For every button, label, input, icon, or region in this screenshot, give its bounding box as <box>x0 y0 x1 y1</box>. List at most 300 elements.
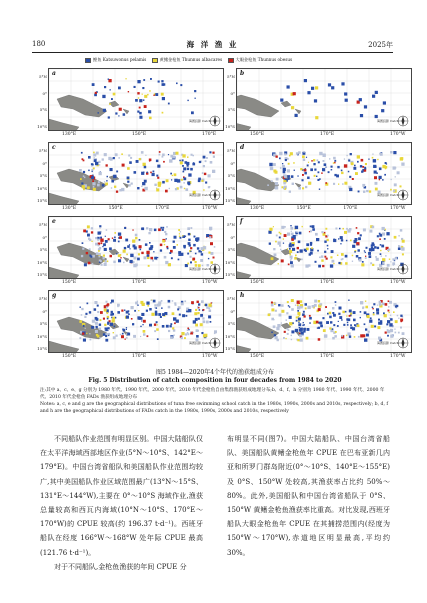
y-tick-label: 10°S <box>225 124 235 129</box>
catch-cell <box>389 301 392 304</box>
body-column-left <box>40 432 203 574</box>
catch-cell <box>314 304 317 307</box>
catch-cell <box>138 310 139 311</box>
catch-cell <box>341 253 344 256</box>
panel-letter: f <box>240 218 243 225</box>
panel-letter: e <box>52 218 56 225</box>
catch-cell <box>92 182 95 185</box>
compass-label: 海图投影 Catch <box>377 193 399 197</box>
catch-cell <box>175 188 177 190</box>
catch-cell <box>339 307 342 310</box>
catch-cell <box>333 183 335 185</box>
x-tick-label: 170°E <box>320 280 335 285</box>
catch-cell <box>173 241 175 243</box>
catch-cell <box>325 306 327 308</box>
legend-swatch-yellowfin <box>152 58 158 63</box>
catch-cell <box>400 157 403 160</box>
catch-cell <box>110 255 113 257</box>
catch-cell <box>348 332 351 335</box>
catch-cell <box>382 303 385 306</box>
compass-rose-icon <box>189 188 221 202</box>
catch-cell <box>203 165 205 167</box>
catch-cell <box>151 313 154 316</box>
catch-cell <box>137 316 140 319</box>
catch-cell <box>388 300 390 302</box>
catch-cell <box>179 233 180 234</box>
catch-cell <box>103 243 106 246</box>
catch-cell <box>385 332 387 334</box>
catch-cell <box>292 248 295 251</box>
catch-cell <box>127 167 130 170</box>
catch-cell <box>385 162 387 164</box>
catch-cell <box>387 249 389 251</box>
x-tick-label: 130°E <box>62 206 77 211</box>
catch-cell <box>354 165 356 167</box>
catch-cell <box>276 327 279 330</box>
catch-cell <box>375 256 377 258</box>
catch-cell <box>214 330 217 333</box>
catch-cell <box>314 169 316 171</box>
catch-cell <box>93 188 96 191</box>
catch-cell <box>89 333 90 334</box>
catch-cell <box>364 311 367 314</box>
catch-cell <box>198 180 201 183</box>
catch-cell <box>276 178 279 181</box>
catch-cell <box>308 162 309 163</box>
catch-cell <box>301 331 304 334</box>
catch-cell <box>135 99 138 102</box>
compass-rose-icon <box>189 336 221 350</box>
figure-note-en: Notes: a, c, e and g are the geographical distributions of tuna free swimming school catch in the 1980s, 1990s, 2000s and 2010s, respectively; b, d, f and h are the geographical distributions of FADs catch in the 1980s, 1990s, 2000s and 2010s, respectively <box>40 402 389 414</box>
y-tick-label: 10°S <box>225 185 235 191</box>
catch-cell <box>323 154 326 157</box>
catch-cell <box>150 259 151 260</box>
catch-cell <box>79 169 82 172</box>
catch-cell <box>357 244 358 245</box>
catch-cell <box>87 225 90 228</box>
catch-cell <box>355 172 358 175</box>
catch-cell <box>193 332 194 333</box>
catch-cell <box>315 86 318 89</box>
catch-cell <box>154 304 156 306</box>
catch-cell <box>190 168 193 171</box>
y-tick-label: 5°N <box>226 148 235 153</box>
catch-cell <box>371 247 374 250</box>
catch-cell <box>153 251 154 252</box>
catch-cell <box>162 154 165 157</box>
catch-cell <box>144 95 147 98</box>
catch-cell <box>389 323 392 326</box>
catch-cell <box>126 254 128 256</box>
compass-rose-icon <box>377 336 409 350</box>
catch-cell <box>321 255 323 257</box>
catch-cell <box>205 160 207 162</box>
catch-cell <box>400 229 403 232</box>
catch-cell <box>306 248 309 251</box>
catch-cell <box>183 167 186 170</box>
catch-cell <box>275 187 278 190</box>
catch-cell <box>332 312 334 314</box>
catch-cell <box>168 330 170 332</box>
catch-cell <box>323 329 326 332</box>
catch-cell <box>306 337 309 340</box>
catch-cell <box>338 184 339 185</box>
catch-cell <box>322 265 324 267</box>
catch-cell <box>188 173 191 176</box>
catch-cell <box>382 165 385 168</box>
catch-cell <box>358 336 360 338</box>
catch-cell <box>152 173 155 176</box>
catch-cell <box>357 155 360 158</box>
catch-cell <box>338 262 340 264</box>
year-label: 2025年 <box>368 41 393 49</box>
catch-cell <box>114 186 116 188</box>
catch-cell <box>114 232 116 234</box>
catch-cell <box>362 166 364 168</box>
catch-cell <box>281 250 282 251</box>
catch-cell <box>202 317 204 319</box>
catch-cell <box>147 305 149 307</box>
catch-cell <box>282 165 285 168</box>
catch-cell <box>360 301 363 304</box>
y-tick-label: 5°N <box>226 296 235 301</box>
catch-cell <box>94 308 97 311</box>
catch-cell <box>155 311 158 314</box>
catch-cell <box>195 319 197 321</box>
catch-cell <box>320 325 323 328</box>
catch-cell <box>143 163 146 166</box>
catch-cell <box>180 161 183 164</box>
catch-cell <box>302 174 304 176</box>
catch-cell <box>190 227 192 229</box>
catch-cell <box>380 320 382 322</box>
catch-cell <box>329 158 330 159</box>
catch-cell <box>364 167 366 169</box>
catch-cell <box>310 226 312 228</box>
catch-cell <box>182 165 184 167</box>
catch-cell <box>374 246 376 248</box>
catch-cell <box>391 179 392 180</box>
catch-cell <box>288 329 290 331</box>
catch-cell <box>305 186 307 188</box>
catch-cell <box>277 324 280 327</box>
catch-cell <box>356 255 359 258</box>
catch-cell <box>154 330 156 332</box>
panel-letter: d <box>240 144 245 151</box>
catch-cell <box>311 247 313 249</box>
catch-cell <box>159 154 161 156</box>
catch-cell <box>316 238 319 241</box>
catch-cell <box>149 324 152 327</box>
catch-cell <box>117 311 120 314</box>
catch-cell <box>281 310 284 313</box>
catch-cell <box>325 182 327 184</box>
catch-cell <box>331 250 334 253</box>
catch-cell <box>303 159 306 162</box>
catch-cell <box>81 152 83 154</box>
catch-cell <box>341 335 343 337</box>
catch-cell <box>323 160 325 162</box>
y-tick-label: 0° <box>42 160 47 166</box>
catch-cell <box>146 251 149 254</box>
catch-cell <box>283 337 285 339</box>
catch-cell <box>162 83 165 86</box>
catch-cell <box>350 153 352 155</box>
catch-cell <box>130 254 133 257</box>
catch-cell <box>113 336 116 339</box>
catch-cell <box>157 177 159 179</box>
x-tick-label: 170°W <box>390 206 406 211</box>
catch-cell <box>154 229 157 232</box>
catch-cell <box>295 255 297 257</box>
catch-cell <box>332 328 334 330</box>
catch-cell <box>131 183 133 185</box>
y-tick-label: 5°S <box>39 107 47 113</box>
catch-cell <box>342 183 344 185</box>
catch-cell <box>153 300 156 303</box>
catch-cell <box>285 159 287 161</box>
catch-cell <box>268 314 271 317</box>
catch-cell <box>172 312 175 315</box>
catch-cell <box>93 152 95 154</box>
catch-cell <box>139 116 142 119</box>
x-axis-labels <box>48 354 224 362</box>
y-tick-label: 15°S <box>37 198 47 203</box>
catch-cell <box>154 184 156 186</box>
catch-cell <box>141 186 142 187</box>
catch-cell <box>379 168 382 171</box>
catch-cell <box>395 305 397 307</box>
catch-cell <box>328 171 330 173</box>
catch-cell <box>305 303 308 306</box>
catch-cell <box>143 330 146 333</box>
catch-cell <box>143 79 145 81</box>
catch-cell <box>303 322 304 323</box>
catch-cell <box>281 259 284 262</box>
catch-cell <box>271 257 274 260</box>
catch-cell <box>95 322 98 325</box>
catch-cell <box>162 156 164 158</box>
catch-cell <box>341 172 343 174</box>
catch-cell <box>383 101 386 104</box>
catch-cell <box>382 258 385 261</box>
catch-cell <box>377 247 379 249</box>
map-panel-g <box>48 290 224 353</box>
catch-cell <box>337 325 339 327</box>
catch-cell <box>397 171 400 174</box>
catch-cell <box>95 243 98 246</box>
x-tick-label: 150°E <box>250 132 265 137</box>
catch-cell <box>138 97 139 98</box>
land-mass <box>237 95 279 117</box>
compass-label: 海图投影 Catch <box>189 193 211 197</box>
catch-cell <box>91 176 94 179</box>
catch-cell <box>124 247 126 249</box>
catch-cell <box>184 337 186 339</box>
catch-cell <box>94 157 96 159</box>
catch-cell <box>104 153 107 156</box>
catch-cell <box>279 314 282 317</box>
catch-cell <box>324 334 327 337</box>
catch-cell <box>213 257 215 259</box>
catch-cell <box>83 160 85 162</box>
catch-cell <box>100 319 102 321</box>
catch-cell <box>302 325 303 326</box>
catch-cell <box>92 171 93 172</box>
catch-cell <box>364 105 367 108</box>
catch-cell <box>209 151 211 153</box>
catch-cell <box>331 86 334 89</box>
catch-cell <box>177 308 179 310</box>
catch-cell <box>310 168 313 171</box>
catch-cell <box>305 168 306 169</box>
catch-cell <box>289 248 291 250</box>
catch-cell <box>296 320 298 322</box>
catch-cell <box>100 239 103 242</box>
catch-cell <box>174 322 176 324</box>
catch-cell <box>317 159 319 161</box>
catch-cell <box>163 161 165 163</box>
catch-cell <box>286 319 288 321</box>
catch-cell <box>296 152 298 154</box>
catch-cell <box>91 241 92 242</box>
catch-cell <box>96 252 99 255</box>
catch-cell <box>88 156 91 159</box>
catch-cell <box>319 178 321 180</box>
catch-cell <box>290 256 293 259</box>
catch-cell <box>372 307 374 309</box>
catch-cell <box>289 306 290 307</box>
catch-cell <box>143 333 146 336</box>
catch-cell <box>278 304 280 306</box>
catch-cell <box>291 335 292 336</box>
compass-rose-icon <box>189 114 221 128</box>
catch-cell <box>333 324 335 326</box>
catch-cell <box>344 182 347 185</box>
catch-cell <box>168 103 170 105</box>
catch-cell <box>203 309 205 311</box>
catch-cell <box>290 261 293 264</box>
catch-cell <box>373 303 375 305</box>
catch-cell <box>152 260 154 262</box>
catch-cell <box>82 333 84 335</box>
catch-cell <box>372 157 374 159</box>
catch-cell <box>139 99 142 102</box>
catch-cell <box>291 299 294 302</box>
catch-cell <box>310 230 312 232</box>
catch-cell <box>289 322 292 325</box>
catch-cell <box>162 97 165 100</box>
catch-cell <box>297 175 298 176</box>
catch-cell <box>301 259 303 261</box>
catch-cell <box>185 236 186 237</box>
catch-cell <box>85 328 86 329</box>
catch-cell <box>329 316 332 319</box>
compass-label: 海图投影 Catch <box>189 341 211 345</box>
catch-cell <box>312 228 315 231</box>
catch-cell <box>346 315 347 316</box>
catch-cell <box>89 248 91 250</box>
catch-cell <box>341 82 344 85</box>
catch-cell <box>199 309 201 311</box>
catch-cell <box>394 329 395 330</box>
catch-cell <box>376 308 379 311</box>
catch-cell <box>381 256 382 257</box>
catch-cell <box>162 240 165 243</box>
catch-cell <box>113 261 116 264</box>
catch-cell <box>285 338 286 339</box>
catch-cell <box>105 240 108 243</box>
map-panel-h <box>236 290 412 353</box>
catch-cell <box>131 318 133 320</box>
catch-cell <box>279 158 281 160</box>
catch-cell <box>158 313 161 316</box>
catch-cell <box>201 300 204 303</box>
catch-cell <box>359 98 362 101</box>
catch-cell <box>389 259 390 260</box>
catch-cell <box>110 89 111 90</box>
catch-cell <box>195 324 198 327</box>
catch-cell <box>362 307 364 309</box>
catch-cell <box>153 171 155 173</box>
catch-cell <box>87 234 90 237</box>
catch-cell <box>293 162 295 164</box>
catch-cell <box>297 247 299 249</box>
catch-cell <box>366 247 368 249</box>
catch-cell <box>119 236 122 239</box>
body-paragraph: 布明显不同(图7)。中国大陆船队、中国台湾省船队、美国船队黄鳍金枪鱼年 CPUE 在巴布亚新几内亚和所罗门群岛附近(0°～10°S、140°E～155°E)及 0°S、150°W 处较高,其渔获率占比约 50%～80%。此外,美国船队和中国台湾省船队于 0°S、150°W 黄鳍金枪鱼渔获率比重高。对比发现,西班牙船队大眼金枪鱼年 CPUE 在其捕捞范围内(经度为 150°W～170°W),赤道地区明显最高,平均约 30%。 <box>227 435 390 557</box>
catch-cell <box>140 336 141 337</box>
land-mass <box>237 341 251 353</box>
catch-cell <box>82 185 85 188</box>
catch-cell <box>307 306 310 309</box>
catch-cell <box>310 244 312 246</box>
catch-cell <box>96 318 99 321</box>
catch-cell <box>164 256 167 259</box>
catch-cell <box>371 325 374 328</box>
catch-cell <box>123 262 125 264</box>
catch-cell <box>126 316 129 319</box>
catch-cell <box>318 171 320 173</box>
catch-cell <box>187 156 189 158</box>
y-tick-label: 15°S <box>225 272 235 277</box>
catch-cell <box>309 315 311 317</box>
catch-cell <box>146 227 148 229</box>
catch-cell <box>104 263 107 266</box>
catch-cell <box>161 307 163 309</box>
x-tick-label: 150°E <box>250 354 265 359</box>
catch-cell <box>344 92 347 95</box>
catch-cell <box>86 252 88 254</box>
catch-cell <box>106 180 107 181</box>
catch-cell <box>330 321 332 323</box>
catch-cell <box>339 316 342 319</box>
catch-cell <box>156 175 158 177</box>
catch-cell <box>279 237 281 239</box>
catch-cell <box>188 239 190 241</box>
figure-note-cn: 注:其中 a、c、e、g 分别为 1980 年代、1990 年代、2000 年代、2010 年代金枪鱼自由集群渔获组成地理分布;b、d、f、h 分别为 1980 年代、1990 年代、2000 年代、2010 年代金枪鱼 FADs 渔获组成地理分布 <box>40 388 385 400</box>
catch-cell <box>307 165 309 167</box>
catch-cell <box>164 231 166 233</box>
catch-cell <box>197 301 199 303</box>
catch-cell <box>353 311 356 314</box>
catch-cell <box>374 325 376 327</box>
catch-cell <box>172 300 174 302</box>
y-axis-labels <box>223 142 235 205</box>
catch-cell <box>304 172 307 175</box>
catch-cell <box>91 227 93 229</box>
catch-cell <box>128 91 129 92</box>
